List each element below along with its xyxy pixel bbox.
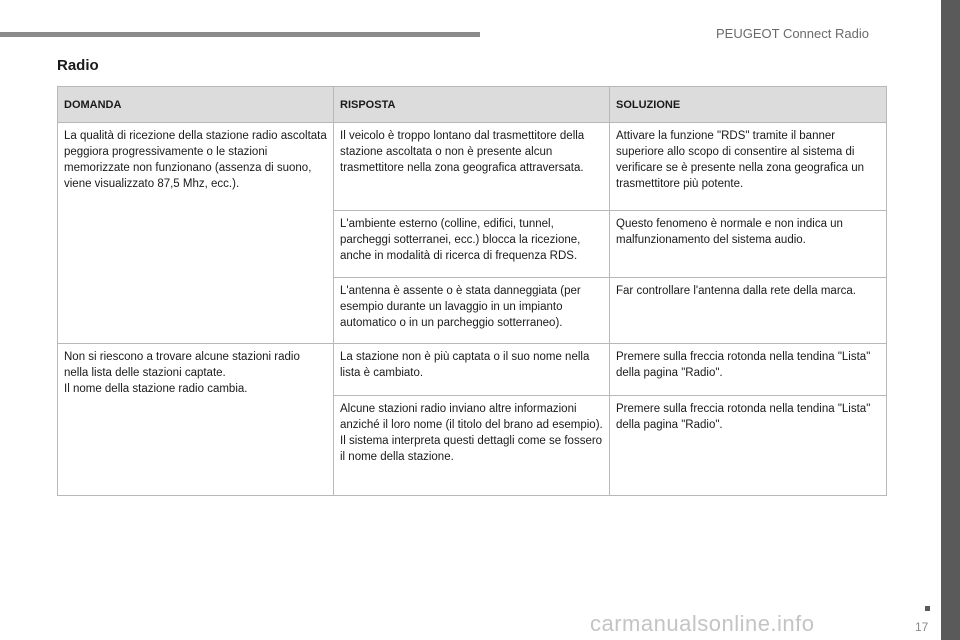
table-header-row — [58, 87, 887, 123]
answer-cell: L'ambiente esterno (colline, edifici, tunnel, parcheggi sotterranei, ecc.) blocca la ricezione, anche in modalità di ricerca di frequenza RDS. — [334, 211, 610, 278]
header-title: PEUGEOT Connect Radio — [716, 26, 869, 41]
solution-cell: Far controllare l'antenna dalla rete della marca. — [610, 278, 887, 344]
watermark: carmanualsonline.info — [590, 611, 815, 636]
column-header-soluzione: SOLUZIONE — [610, 87, 887, 123]
column-header-domanda: DOMANDA — [58, 87, 334, 123]
question-cell: Non si riescono a trovare alcune stazioni radio nella lista delle stazioni captate. Il nome della stazione radio cambia. — [58, 344, 334, 496]
column-header-risposta: RISPOSTA — [334, 87, 610, 123]
solution-cell: Questo fenomeno è normale e non indica un malfunzionamento del sistema audio. — [610, 211, 887, 278]
solution-cell: Premere sulla freccia rotonda nella tendina "Lista" della pagina "Radio". — [610, 344, 887, 396]
faq-table — [57, 86, 887, 496]
page-marker — [925, 606, 930, 611]
answer-cell: La stazione non è più captata o il suo nome nella lista è cambiato. — [334, 344, 610, 396]
table-row — [58, 123, 887, 211]
answer-cell: Il veicolo è troppo lontano dal trasmettitore della stazione ascoltata o non è presente alcun trasmettitore nella zona geografica attraversata. — [334, 123, 610, 211]
side-strip — [941, 0, 960, 640]
solution-cell: Attivare la funzione "RDS" tramite il banner superiore allo scopo di consentire al sistema di verificare se è presente nella zona geografica un trasmettitore più potente. — [610, 123, 887, 211]
question-cell: La qualità di ricezione della stazione radio ascoltata peggiora progressivamente o le stazioni memorizzate non funzionano (assenza di suono, viene visualizzato 87,5 Mhz, ecc.). — [58, 123, 334, 344]
page-number: 17 — [915, 620, 929, 634]
solution-cell: Premere sulla freccia rotonda nella tendina "Lista" della pagina "Radio". — [610, 396, 887, 496]
answer-cell: Alcune stazioni radio inviano altre informazioni anziché il loro nome (il titolo del brano ad esempio). Il sistema interpreta questi dettagli come se fossero il nome della stazione. — [334, 396, 610, 496]
answer-cell: L'antenna è assente o è stata danneggiata (per esempio durante un lavaggio in un impianto automatico o in un parcheggio sotterraneo). — [334, 278, 610, 344]
header-divider-bar — [0, 32, 480, 37]
section-title: Radio — [57, 57, 99, 74]
table-row — [58, 344, 887, 396]
